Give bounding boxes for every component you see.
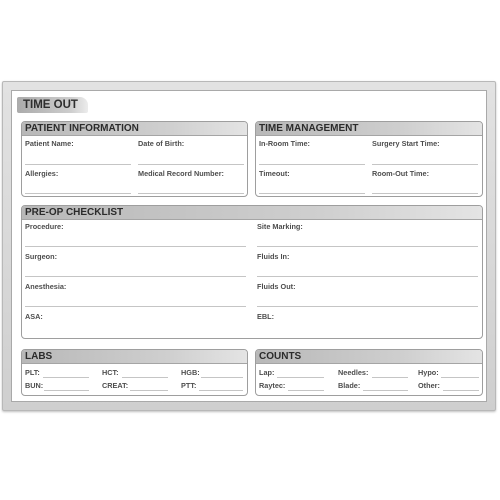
fluids-in-line[interactable] xyxy=(257,276,478,277)
needles-label: Needles: xyxy=(338,368,369,377)
other-line[interactable] xyxy=(443,390,479,391)
site-marking-line[interactable] xyxy=(257,246,478,247)
labs-header: LABS xyxy=(22,350,247,364)
date-of-birth-line[interactable] xyxy=(138,164,244,165)
allergies-label: Allergies: xyxy=(25,169,59,178)
hct-line[interactable] xyxy=(122,377,168,378)
timeout-line[interactable] xyxy=(259,193,365,194)
medical-record-number-label: Medical Record Number: xyxy=(138,169,224,178)
time-management-header: TIME MANAGEMENT xyxy=(256,122,482,136)
surgery-start-time-label: Surgery Start Time: xyxy=(372,139,440,148)
hgb-line[interactable] xyxy=(201,377,243,378)
raytec-label: Raytec: xyxy=(259,381,286,390)
fluids-out-line[interactable] xyxy=(257,306,478,307)
blade-label: Blade: xyxy=(338,381,361,390)
patient-information-header: PATIENT INFORMATION xyxy=(22,122,247,136)
time-management-panel xyxy=(255,121,483,197)
plt-label: PLT: xyxy=(25,368,40,377)
counts-header: COUNTS xyxy=(256,350,482,364)
creat-line[interactable] xyxy=(130,390,168,391)
hct-label: HCT: xyxy=(102,368,119,377)
in-room-time-line[interactable] xyxy=(259,164,365,165)
ptt-line[interactable] xyxy=(199,390,243,391)
room-out-time-label: Room-Out Time: xyxy=(372,169,430,178)
timeout-label: Timeout: xyxy=(259,169,290,178)
in-room-time-label: In-Room Time: xyxy=(259,139,310,148)
creat-label: CREAT: xyxy=(102,381,129,390)
lap-label: Lap: xyxy=(259,368,275,377)
bun-line[interactable] xyxy=(44,390,89,391)
fluids-in-label: Fluids In: xyxy=(257,252,290,261)
labs-panel xyxy=(21,349,248,396)
surgeon-label: Surgeon: xyxy=(25,252,58,261)
surgery-start-time-line[interactable] xyxy=(372,164,478,165)
allergies-line[interactable] xyxy=(25,193,131,194)
raytec-line[interactable] xyxy=(288,390,324,391)
patient-name-line[interactable] xyxy=(25,164,131,165)
ptt-label: PTT: xyxy=(181,381,197,390)
fluids-out-label: Fluids Out: xyxy=(257,282,296,291)
patient-information-panel xyxy=(21,121,248,197)
procedure-line[interactable] xyxy=(25,246,246,247)
counts-panel xyxy=(255,349,483,396)
hypo-label: Hypo: xyxy=(418,368,439,377)
anesthesia-line[interactable] xyxy=(25,306,246,307)
hypo-line[interactable] xyxy=(441,377,479,378)
bun-label: BUN: xyxy=(25,381,44,390)
whiteboard-surface xyxy=(11,90,487,402)
hgb-label: HGB: xyxy=(181,368,200,377)
needles-line[interactable] xyxy=(372,377,408,378)
pre-op-checklist-header: PRE-OP CHECKLIST xyxy=(22,206,482,220)
board-title: TIME OUT xyxy=(17,97,88,113)
lap-line[interactable] xyxy=(277,377,324,378)
anesthesia-label: Anesthesia: xyxy=(25,282,67,291)
blade-line[interactable] xyxy=(363,390,408,391)
surgeon-line[interactable] xyxy=(25,276,246,277)
procedure-label: Procedure: xyxy=(25,222,64,231)
date-of-birth-label: Date of Birth: xyxy=(138,139,185,148)
patient-name-label: Patient Name: xyxy=(25,139,74,148)
ebl-label: EBL: xyxy=(257,312,275,321)
other-label: Other: xyxy=(418,381,440,390)
site-marking-label: Site Marking: xyxy=(257,222,303,231)
room-out-time-line[interactable] xyxy=(372,193,478,194)
medical-record-number-line[interactable] xyxy=(138,193,244,194)
pre-op-checklist-panel xyxy=(21,205,483,339)
plt-line[interactable] xyxy=(43,377,89,378)
whiteboard-frame xyxy=(2,81,496,411)
asa-label: ASA: xyxy=(25,312,43,321)
